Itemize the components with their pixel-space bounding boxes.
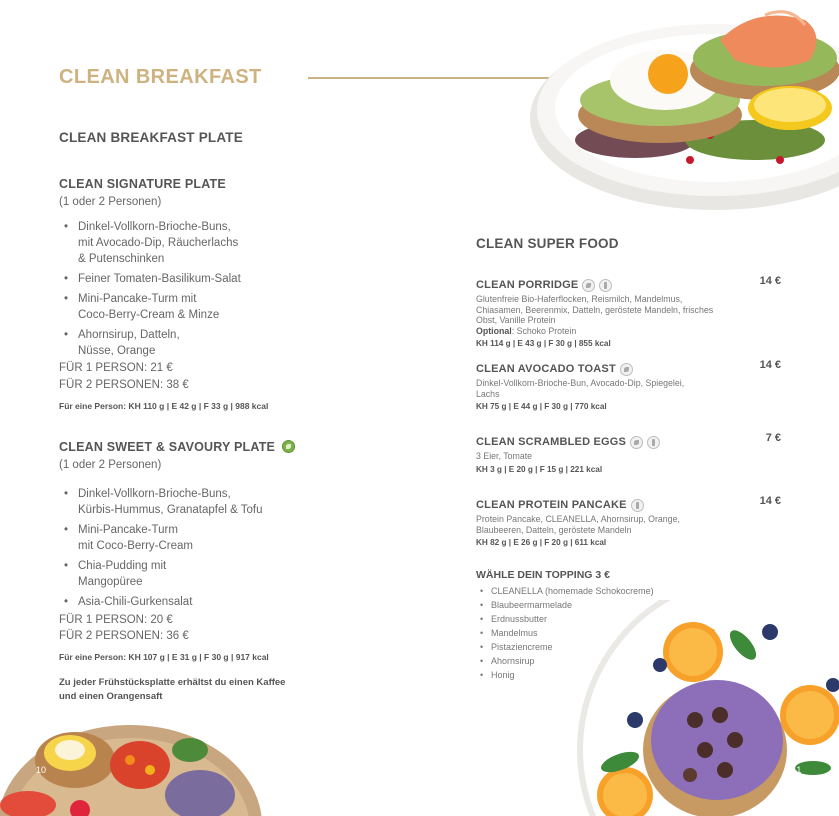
section-title-super-food: CLEAN SUPER FOOD [476,236,619,251]
menu-item-protein-pancake [476,495,781,547]
sweet-savoury-persons: (1 oder 2 Personen) [59,459,162,471]
page-title: CLEAN BREAKFAST [59,66,262,88]
list-item: • Mini-Pancake-Turm mit Coco-Berry-Cream [59,522,309,554]
menu-item-porridge [476,275,781,348]
menu-item-nutrition: KH 114 g | E 43 g | F 30 g | 855 kcal [476,339,611,348]
menu-item-name: CLEAN PROTEIN PANCAKE [476,499,627,511]
signature-nutrition: Für eine Person: KH 110 g | E 42 g | F 33 g | 988 kcal [59,401,269,411]
signature-plate-title: CLEAN SIGNATURE PLATE [59,177,226,191]
sweet-savoury-nutrition: Für eine Person: KH 107 g | E 31 g | F 30 g | 917 kcal [59,652,269,662]
menu-item-description: Protein Pancake, CLEANELLA, Ahornsirup, Orange, Blaubeeren, Datteln, geröstete Mandeln [476,514,680,535]
list-item: • Ahornsirup [476,654,696,668]
gluten-free-icon [631,499,644,512]
list-item: • Dinkel-Vollkorn-Brioche-Buns, Kürbis-Hummus, Granatapfel & Tofu [59,486,309,518]
list-item: • Chia-Pudding mit Mangopüree [59,558,309,590]
avocado-toast-photo [525,0,839,215]
section-title-breakfast-plate: CLEAN BREAKFAST PLATE [59,130,243,145]
menu-item-price: 14 € [759,359,781,371]
menu-item-name: CLEAN PORRIDGE [476,279,579,291]
menu-item-nutrition: KH 75 g | E 44 g | F 30 g | 770 kcal [476,402,607,411]
leaf-icon [620,363,633,376]
list-item: • Mandelmus [476,626,696,640]
list-item: • Honig [476,668,696,682]
menu-item-description: Glutenfreie Bio-Haferflocken, Reismilch, Mandelmus, Chiasamen, Beerenmix, Datteln, geröstete Mandeln, frisches Obst, Vanille Protein Optional: Schoko Protein [476,294,714,336]
list-item: • Dinkel-Vollkorn-Brioche-Buns, mit Avocado-Dip, Räucherlachs & Putenschinken [59,219,309,267]
menu-item-heading [476,436,660,449]
page-number-right: 11 [792,765,802,775]
sweet-savoury-plate-heading [59,440,319,454]
menu-item-name: CLEAN SCRAMBLED EGGS [476,436,627,448]
list-item: • Mini-Pancake-Turm mit Coco-Berry-Cream & Minze [59,291,309,323]
menu-item-description: 3 Eier, Tomate [476,451,533,461]
list-item: • Erdnussbutter [476,612,696,626]
sweet-savoury-price-1: FÜR 1 PERSON: 20 € [59,614,173,626]
leaf-icon [630,436,643,449]
page-number-left: 10 [36,765,47,775]
topping-title: WÄHLE DEIN TOPPING 3 € [476,569,610,581]
gluten-free-icon [599,279,612,292]
sweet-savoury-plate-title: CLEAN SWEET & SAVOURY PLATE [59,440,276,454]
vegan-icon [282,440,295,453]
sweet-savoury-list [59,486,309,614]
list-item: • Asia-Chili-Gurkensalat [59,594,309,610]
menu-item-price: 14 € [759,495,781,507]
signature-price-1: FÜR 1 PERSON: 21 € [59,362,173,374]
signature-price-2: FÜR 2 PERSONEN: 38 € [59,379,189,391]
menu-item-price: 14 € [759,275,781,287]
leaf-icon [582,279,595,292]
menu-item-price: 7 € [765,432,781,444]
sweet-savoury-price-2: FÜR 2 PERSONEN: 36 € [59,630,189,642]
title-divider [308,77,553,79]
list-item: • Blaubeermarmelade [476,598,696,612]
menu-item-heading [476,499,644,512]
menu-item-nutrition: KH 3 g | E 20 g | F 15 g | 221 kcal [476,464,603,474]
optional-label: Optional [476,325,512,336]
menu-item-scrambled-eggs [476,432,781,474]
list-item: • Pistaziencreme [476,640,696,654]
list-item: • Feiner Tomaten-Basilikum-Salat [59,271,309,287]
menu-item-heading [476,363,633,376]
breakfast-note: Zu jeder Frühstücksplatte erhältst du einen Kaffee und einen Orangensaft [59,677,286,702]
menu-item-description: Dinkel-Vollkorn-Brioche-Bun, Avocado-Dip, Spiegelei, Lachs [476,378,685,399]
gluten-free-icon [647,436,660,449]
menu-item-name: CLEAN AVOCADO TOAST [476,363,616,375]
menu-item-nutrition: KH 82 g | E 26 g | F 20 g | 611 kcal [476,538,607,547]
menu-item-heading [476,279,612,292]
list-item: • CLEANELLA (homemade Schokocreme) [476,584,696,598]
list-item: • Ahornsirup, Datteln, Nüsse, Orange [59,327,309,359]
signature-plate-list [59,219,309,363]
signature-plate-persons: (1 oder 2 Personen) [59,196,162,208]
menu-item-avocado-toast [476,359,781,411]
topping-list [476,584,696,682]
optional-text: : Schoko Protein [511,325,577,336]
